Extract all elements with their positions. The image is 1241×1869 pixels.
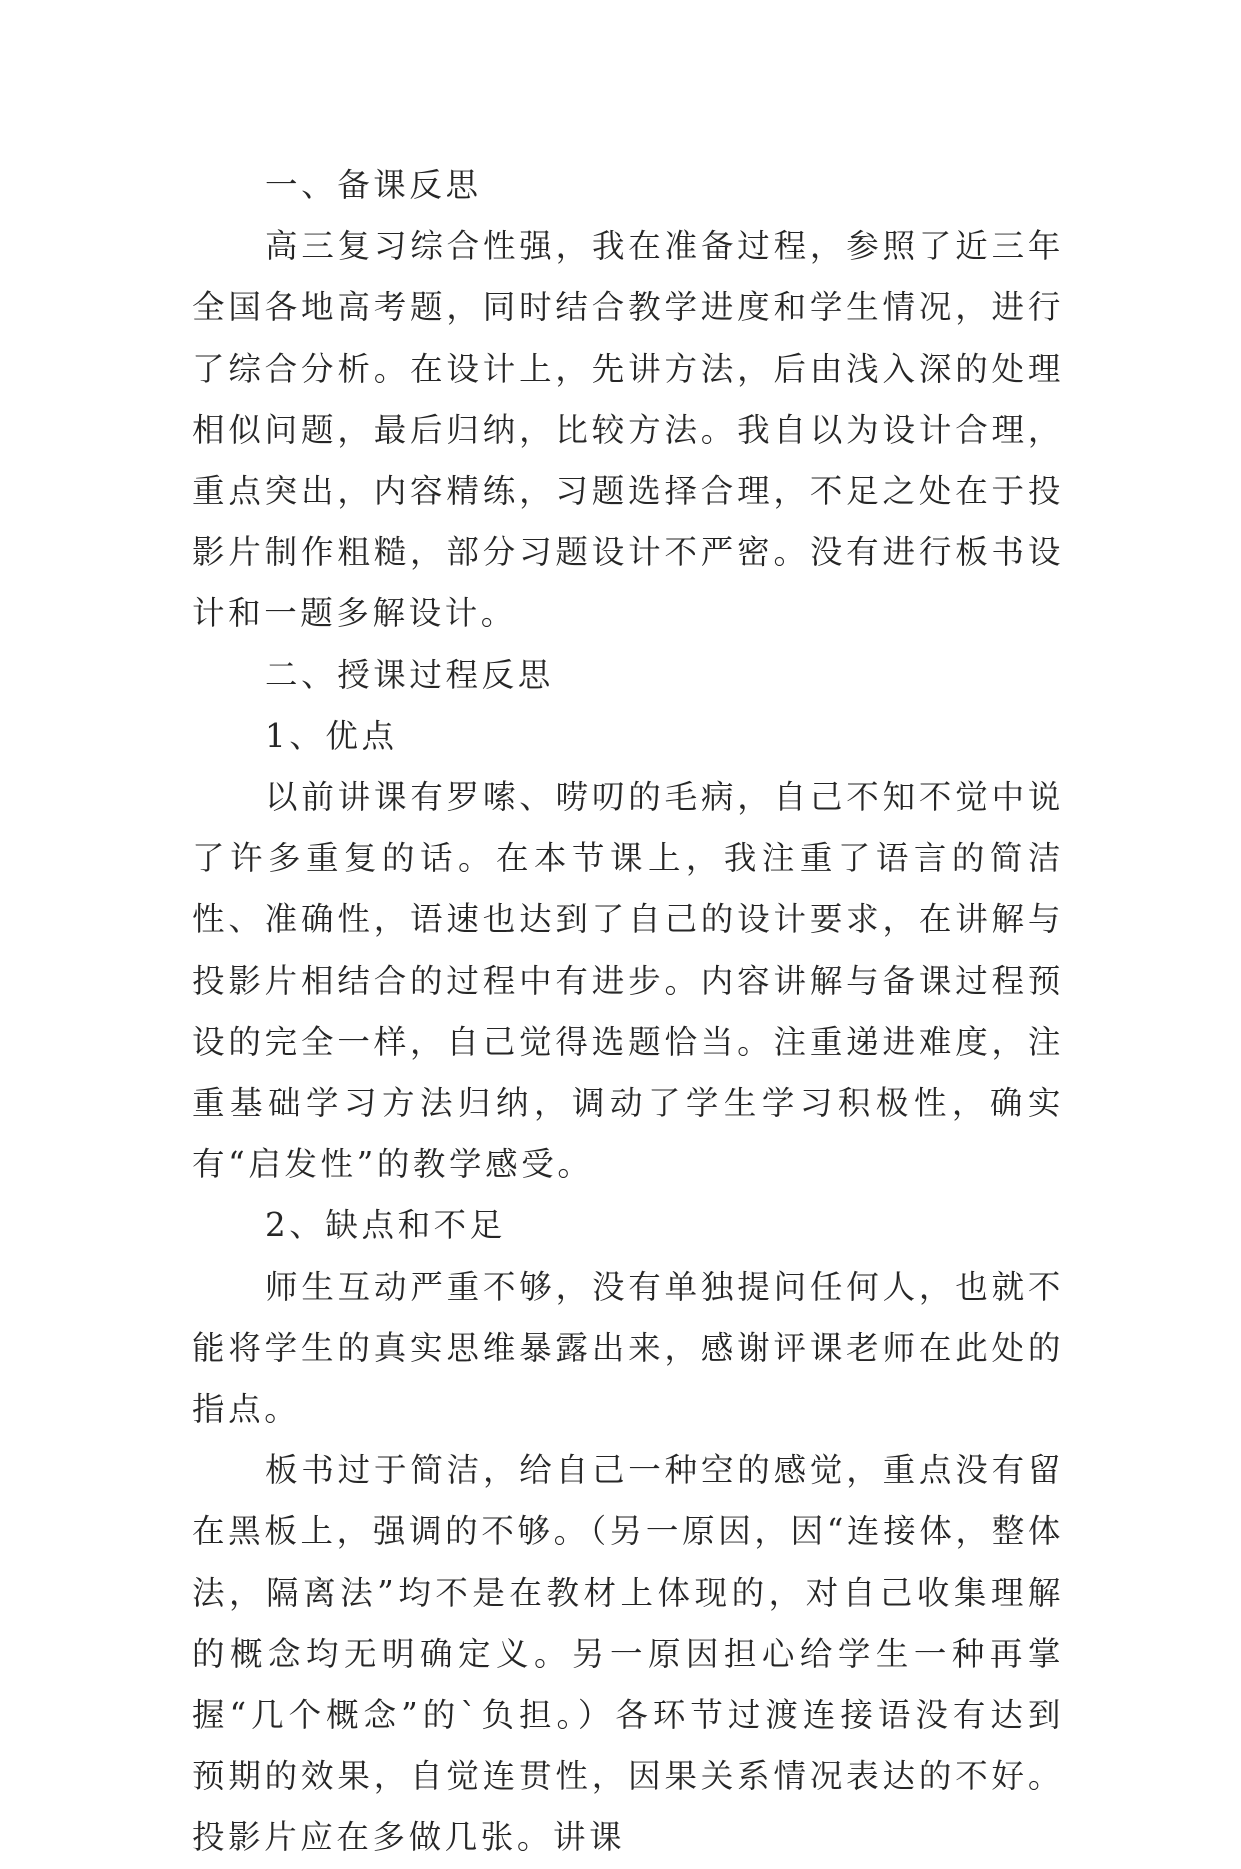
- paragraph-lesson-prep: 高三复习综合性强，我在准备过程，参照了近三年全国各地高考题，同时结合教学进度和学生情况，进行了综合分析。在设计上，先讲方法，后由浅入深的处理相似问题，最后归纳，比较方法。我自以为设计合理，重点突出，内容精练，习题选择合理，不足之处在于投影片制作粗糙，部分习题设计不严密。没有进行板书设计和一题多解设计。: [192, 227, 1064, 633]
- paragraph-blackboard: 板书过于简洁，给自己一种空的感觉，重点没有留在黑板上，强调的不够。（另一原因，因“连接体，整体法，隔离法”均不是在教材上体现的，对自己收集理解的概念均无明确定义。另一原因担心给学生一种再掌握“几个概念”的`负担。）各环节过渡连接语没有达到预期的效果，自觉连贯性，因果关系情况表达的不好。投影片应在多做几张。讲课: [192, 1451, 1064, 1857]
- section-heading-teaching-process: 二、授课过程反思: [265, 655, 554, 694]
- subsection-heading-strengths: 1、优点: [265, 716, 398, 755]
- subsection-heading-weaknesses: 2、缺点和不足: [265, 1206, 506, 1245]
- paragraph-strengths: 以前讲课有罗嗦、唠叨的毛病，自己不知不觉中说了许多重复的话。在本节课上，我注重了语言的简洁性、准确性，语速也达到了自己的设计要求，在讲解与投影片相结合的过程中有进步。内容讲解与备课过程预设的完全一样，自己觉得选题恰当。注重递进难度，注重基础学习方法归纳，调动了学生学习积极性，确实有“启发性”的教学感受。: [192, 778, 1064, 1184]
- section-heading-lesson-prep: 一、备课反思: [265, 166, 482, 204]
- document-body: [192, 155, 1064, 1869]
- paragraph-interaction: 师生互动严重不够，没有单独提问任何人，也就不能将学生的真实思维暴露出来，感谢评课老师在此处的指点。: [192, 1267, 1064, 1429]
